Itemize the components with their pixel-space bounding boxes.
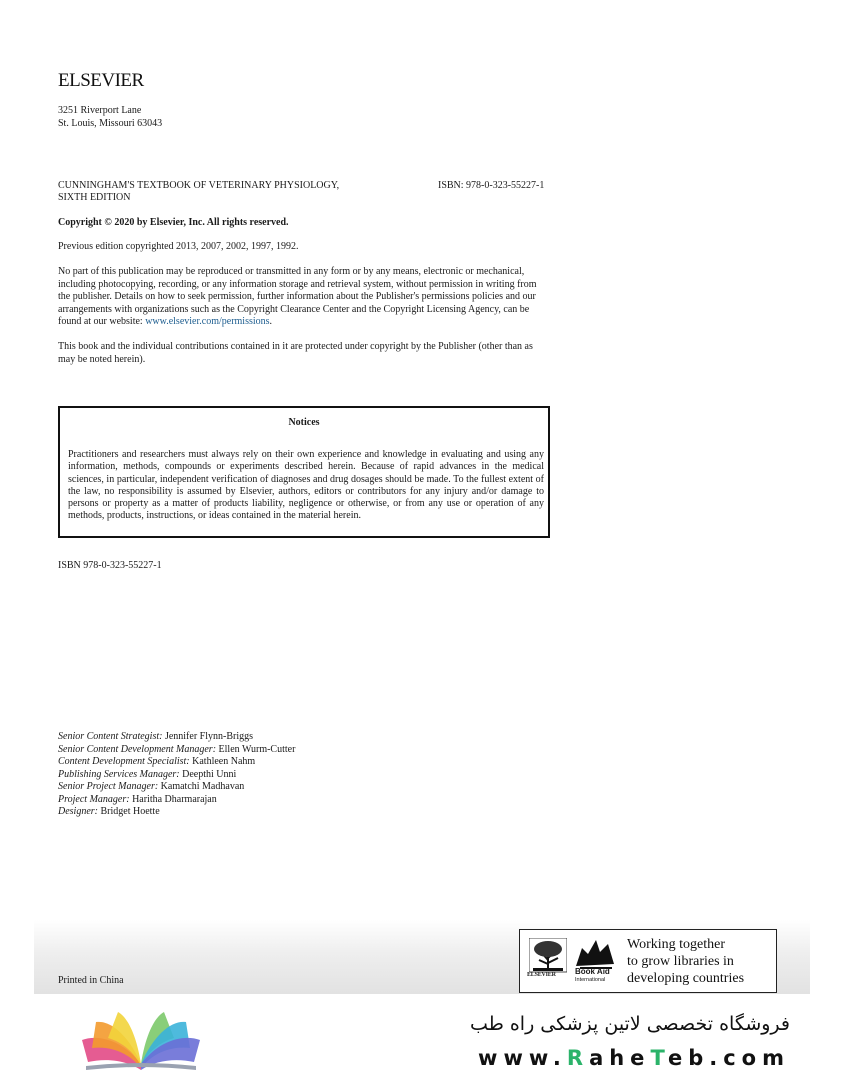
notices-body: Practitioners and researchers must always rely on their own experience and knowledge in evaluating and using any information, methods, compounds or experiments described herein. Because of rapid advances in the medical sciences, in particular, independent verification of diagnoses and drug dosages should be made. To the fullest extent of the law, no responsibility is assumed by Elsevier, authors, editors or contributors for any injury and/or damage to persons or property as a matter of products liability, negligence or otherwise, or from any use or operation of any methods, products, instructions, or ideas contained in the material herein. (68, 449, 544, 522)
credit-role: Senior Content Strategist: (58, 731, 163, 742)
permissions-link[interactable]: www.elsevier.com/permissions (145, 316, 270, 327)
book-title-line-2: SIXTH EDITION (58, 192, 131, 203)
credit-item (58, 756, 295, 769)
credit-item (58, 769, 295, 782)
address-line-2: St. Louis, Missouri 63043 (58, 118, 163, 129)
credit-name: Kathleen Nahm (192, 756, 256, 767)
printed-in: Printed in China (58, 975, 124, 986)
credits-list (58, 731, 295, 819)
url-suffix: eb.com (667, 1046, 790, 1070)
credit-role: Senior Project Manager: (58, 781, 159, 792)
notices-heading: Notices (288, 417, 320, 428)
store-name-persian: فروشگاه تخصصی لاتین پزشکی راه طب (470, 1013, 790, 1035)
slogan-line-3: developing countries (627, 971, 745, 986)
credit-item (58, 781, 295, 794)
slogan-line-1: Working together (627, 937, 726, 952)
book-aid-elsevier-label: ELSEVIER (527, 972, 556, 978)
credit-name: Kamatchi Madhavan (160, 781, 245, 792)
credit-name: Deepthi Unni (182, 768, 237, 780)
credit-item (58, 731, 295, 744)
book-aid-label: Book Aid (575, 967, 610, 976)
credit-item (58, 794, 295, 807)
credit-name: Ellen Wurm-Cutter (218, 743, 296, 755)
url-part-ahe: ahe (589, 1046, 651, 1070)
credit-role: Content Development Specialist: (58, 756, 190, 767)
book-aid-sublabel: International (575, 977, 606, 983)
permissions-end: . (269, 316, 273, 327)
credit-name: Jennifer Flynn-Briggs (164, 731, 253, 742)
credit-role: Designer: (58, 806, 98, 817)
book-title-line-1: CUNNINGHAM'S TEXTBOOK OF VETERINARY PHYSIOLOGY, (58, 180, 340, 191)
address-line-1: 3251 Riverport Lane (58, 105, 142, 116)
slogan-line-2: to grow libraries in (627, 954, 734, 969)
credit-item (58, 806, 295, 819)
url-highlight-t: T (650, 1046, 668, 1070)
store-book-logo-icon (78, 1010, 204, 1074)
elsevier-logo: ELSEVIER (58, 70, 144, 91)
previous-editions: Previous edition copyrighted 2013, 2007, 2002, 1997, 1992. (58, 241, 299, 252)
copyright-line: Copyright © 2020 by Elsevier, Inc. All rights reserved. (58, 217, 289, 228)
credit-name: Haritha Dharmarajan (132, 793, 217, 805)
protection-paragraph: This book and the individual contributions contained in it are protected under copyright by the Publisher (other than as may be noted herein). (58, 341, 533, 365)
book-aid-slogan (627, 936, 744, 987)
credit-name: Bridget Hoette (100, 806, 160, 817)
publisher-address (58, 104, 162, 130)
store-url[interactable] (444, 1046, 790, 1070)
credit-role: Project Manager: (58, 793, 130, 805)
permissions-text: No part of this publication may be reproduced or transmitted in any form or by any means, electronic or mechanical, including photocopying, recording, or any information storage and retrieval system, without permission in writing from the publisher. Details on how to seek permission, further information about the Publisher's permissions policies and our arrangements with organizations such as the Copyright Clearance Center and the Copyright Licensing Agency, can be found at our website: (58, 266, 537, 327)
book-title (58, 180, 339, 204)
url-prefix: www. (478, 1046, 567, 1070)
credit-role: Senior Content Development Manager: (58, 743, 217, 755)
book-aid-banner (519, 929, 777, 993)
url-highlight-r: R (566, 1046, 590, 1070)
credit-item (58, 744, 295, 757)
notices-box (58, 406, 550, 538)
isbn-bottom: ISBN 978-0-323-55227-1 (58, 560, 162, 571)
permissions-paragraph (58, 266, 550, 329)
credit-role: Publishing Services Manager: (58, 768, 180, 780)
isbn-top: ISBN: 978-0-323-55227-1 (438, 180, 545, 191)
